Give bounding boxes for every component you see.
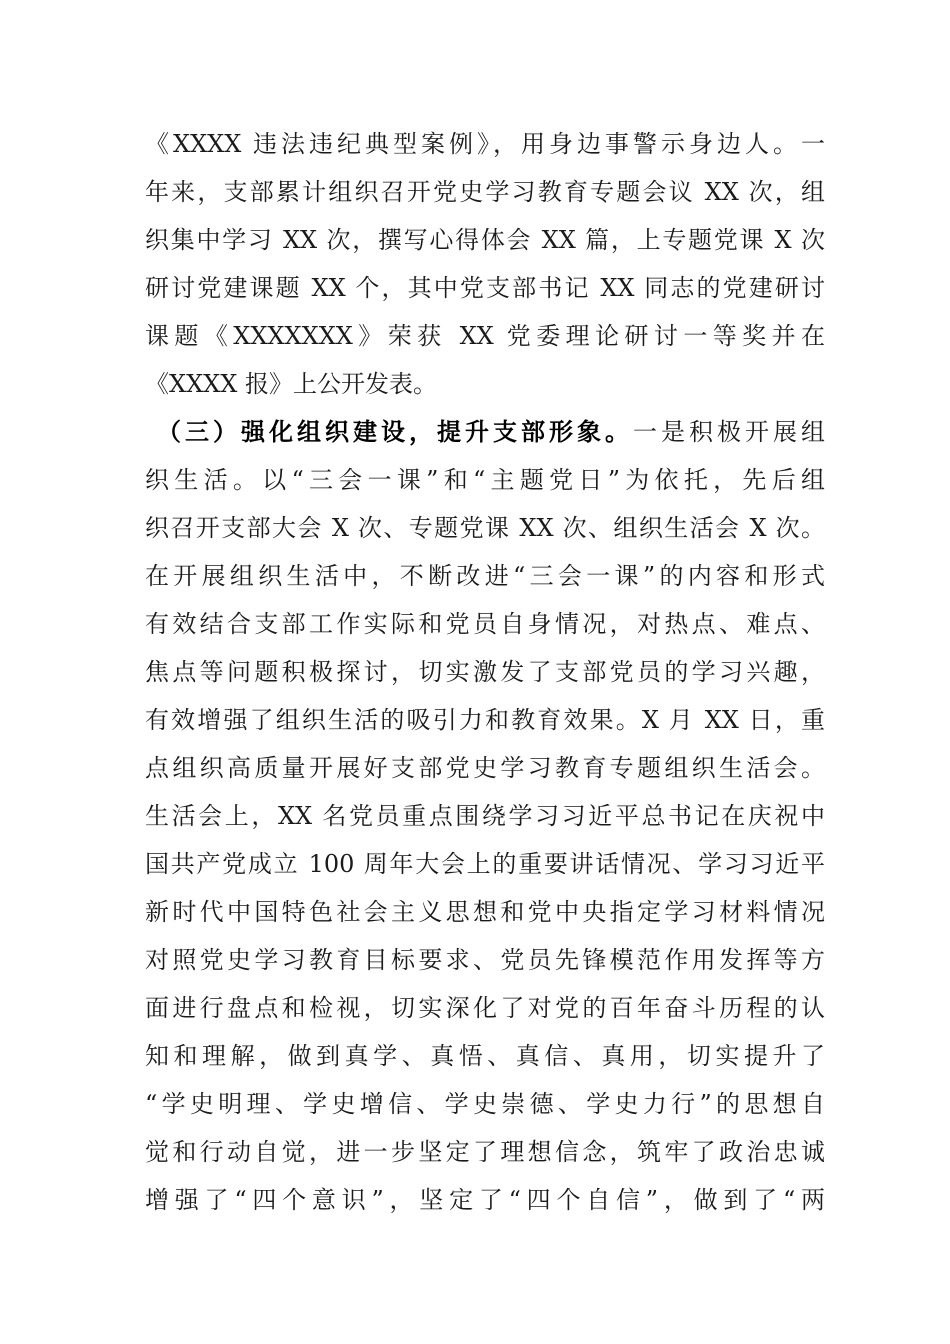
text-line: “学史明理、学史增信、学史崇德、学史力行”的思想自 bbox=[145, 1090, 825, 1118]
text-line: 织集中学习 XX 次，撰写心得体会 XX 篇，上专题党课 X 次 bbox=[145, 226, 825, 254]
section-heading: （三）强化组织建设，提升支部形象。 bbox=[157, 417, 633, 446]
text-line: 织生活。以“三会一课”和“主题党日”为依托，先后组 bbox=[145, 466, 825, 494]
text-line: 点组织高质量开展好支部党史学习教育专题组织生活会。 bbox=[145, 754, 825, 782]
text-line: 课题《XXXXXXX》荣获 XX 党委理论研讨一等奖并在 bbox=[145, 322, 825, 350]
text-line: 有效结合支部工作实际和党员自身情况，对热点、难点、 bbox=[145, 610, 825, 638]
text-line: 增强了“四个意识”，坚定了“四个自信”，做到了“两 bbox=[145, 1186, 825, 1214]
text-line: 国共产党成立 100 周年大会上的重要讲话情况、学习习近平 bbox=[145, 850, 825, 878]
text-line: 焦点等问题积极探讨，切实激发了支部党员的学习兴趣， bbox=[145, 658, 825, 686]
text-line: 对照党史学习教育目标要求、党员先锋模范作用发挥等方 bbox=[145, 946, 825, 974]
text-line: 年来，支部累计组织召开党史学习教育专题会议 XX 次，组 bbox=[145, 178, 825, 206]
text-line: 《XXXX 报》上公开发表。 bbox=[145, 370, 437, 398]
text-line: 面进行盘点和检视，切实深化了对党的百年奋斗历程的认 bbox=[145, 994, 825, 1022]
text-line: 《XXXX 违法违纪典型案例》，用身边事警示身边人。一 bbox=[145, 130, 825, 158]
text-line: 一是积极开展组 bbox=[633, 418, 825, 446]
text-line: 生活会上，XX 名党员重点围绕学习习近平总书记在庆祝中 bbox=[145, 802, 825, 830]
text-line: 在开展组织生活中，不断改进“三会一课”的内容和形式 bbox=[145, 562, 825, 590]
text-line: 觉和行动自觉，进一步坚定了理想信念，筑牢了政治忠诚 bbox=[145, 1138, 825, 1166]
text-line: 知和理解，做到真学、真悟、真信、真用，切实提升了 bbox=[145, 1042, 825, 1070]
text-line: 有效增强了组织生活的吸引力和教育效果。X 月 XX 日，重 bbox=[145, 706, 825, 734]
section-heading-line bbox=[145, 408, 825, 456]
text-line: 新时代中国特色社会主义思想和党中央指定学习材料情况 bbox=[145, 898, 825, 926]
document-body bbox=[145, 120, 825, 1224]
text-line: 织召开支部大会 X 次、专题党课 XX 次、组织生活会 X 次。 bbox=[145, 514, 825, 542]
text-line: 研讨党建课题 XX 个，其中党支部书记 XX 同志的党建研讨 bbox=[145, 274, 825, 302]
